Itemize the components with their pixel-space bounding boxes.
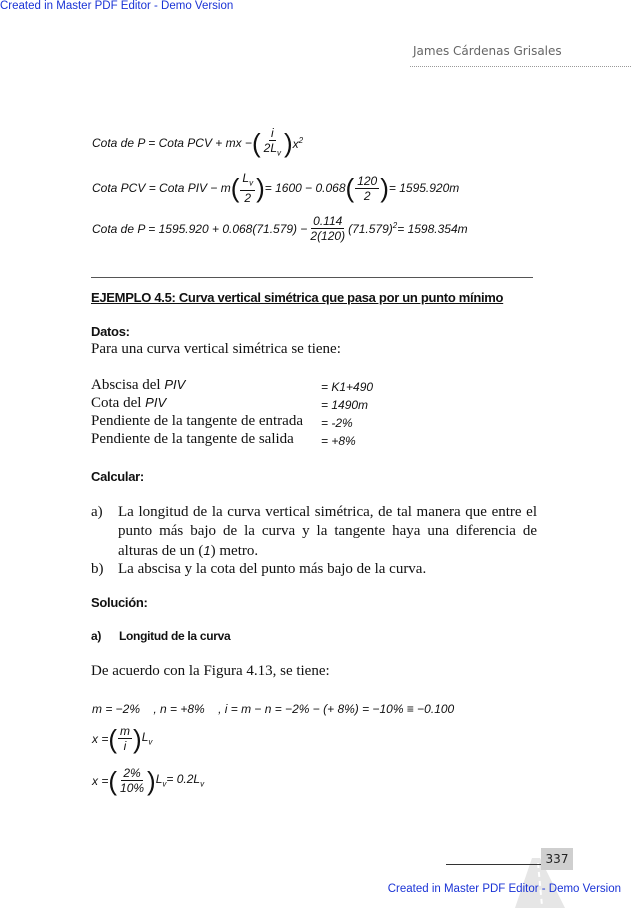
list-item <box>91 560 537 579</box>
eq3-den: 2(120) <box>310 229 346 243</box>
eq6-den: 10% <box>120 781 145 795</box>
solucion-label: Solución: <box>91 595 148 610</box>
paren-left: ( <box>230 173 240 204</box>
eq1-den: $2L_v$ <box>263 141 281 158</box>
acuerdo-text: De acuerdo con la Figura 4.13, se tiene: <box>91 663 330 679</box>
eq1-fraction <box>262 126 283 160</box>
eq2-f2-den: 2 <box>363 188 371 203</box>
list-item-text: La abscisa y la cota del punto más bajo de la curva. <box>118 561 427 577</box>
list-item-label: b) <box>91 561 104 577</box>
page-number: 337 <box>541 848 573 870</box>
data-row-label: Abscisa del PIV <box>91 377 186 393</box>
subsection-a-title: Longitud de la curva <box>119 629 231 643</box>
eq3-lhs: Cota de P = 1595.920 + 0.068(71.579) − <box>92 221 308 236</box>
calcular-label: Calcular: <box>91 469 144 484</box>
eq2-f2-num: 120 <box>357 173 378 188</box>
paren-left: ( <box>108 765 118 796</box>
eq5-num: m <box>120 724 131 738</box>
watermark-top: Created in Master PDF Editor - Demo Version <box>0 0 234 12</box>
data-row-label: Cota del PIV <box>91 395 167 411</box>
eq5-tail: $L_v$ <box>141 730 153 747</box>
eq3-result: = 1598.354m <box>397 221 468 236</box>
eq6-tail: $L_v$ <box>155 772 167 789</box>
eq2-fraction-2 <box>355 174 379 203</box>
page-number-line <box>446 864 541 865</box>
eq3-tail: $(71.579)^2$ <box>348 221 398 236</box>
eq1-lhs: Cota de P = Cota PCV + mx − <box>92 136 252 151</box>
data-row-label: Pendiente de la tangente de salida <box>91 431 294 447</box>
eq6-result: = $0.2L_v$ <box>166 772 205 789</box>
equation-slopes: m = −2% , n = +8% , i = m − n = −2% − (+ 8%) = −10% ≡ −0.100 <box>92 702 455 716</box>
eq2-result: = 1595.920m <box>388 181 460 196</box>
watermark-bottom: Created in Master PDF Editor - Demo Version <box>387 883 621 895</box>
equation-cota-pcv <box>92 171 459 205</box>
paren-right: ) <box>133 723 142 754</box>
paren-left: ( <box>345 173 355 204</box>
data-row-value: = 1490m <box>321 398 369 412</box>
data-row-value: = +8% <box>321 434 356 448</box>
data-row-label: Pendiente de la tangente de entrada <box>91 413 303 429</box>
data-row-value: = -2% <box>321 416 353 430</box>
datos-label: Datos: <box>91 324 130 339</box>
paren-right: ) <box>380 173 389 204</box>
running-header-author: James Cárdenas Grisales <box>413 44 562 58</box>
paren-right: ) <box>256 173 265 204</box>
header-divider <box>410 66 631 67</box>
eq2-lhs: Cota PCV = Cota PIV − m <box>92 181 231 196</box>
equation-cota-p-formula <box>92 126 303 160</box>
eq5-den: i <box>123 739 127 753</box>
eq5-lhs: x = <box>92 731 109 746</box>
equation-x-general <box>92 724 152 753</box>
list-item-label: a) <box>91 504 103 520</box>
paren-right: ) <box>284 128 293 159</box>
eq5-fraction <box>118 724 132 753</box>
eq2-fraction-1 <box>240 171 255 205</box>
data-row-value: = K1+490 <box>321 380 374 394</box>
list-item <box>91 503 537 561</box>
eq6-num: 2% <box>123 766 141 780</box>
paren-right: ) <box>147 765 156 796</box>
eq2-f1-den: 2 <box>244 191 252 206</box>
paren-left: ( <box>251 128 261 159</box>
eq1-num: i <box>270 126 274 140</box>
eq6-fraction <box>118 766 146 795</box>
datos-intro: Para una curva vertical simétrica se tiene: <box>91 341 341 357</box>
equation-cota-p-result <box>92 214 468 243</box>
eq2-f1-num: $L_v$ <box>240 171 255 191</box>
eq3-num: 0.114 <box>313 214 343 228</box>
list-item-text: La longitud de la curva vertical simétrica, de tal manera que entre el punto más bajo de la curva y la tangente haya una diferencia de alturas de un (1) metro. <box>118 504 537 559</box>
eq1-tail: $x^2$ <box>292 135 304 151</box>
equation-x-specific <box>92 766 204 795</box>
example-heading: EJEMPLO 4.5: Curva vertical simétrica que pasa por un punto mínimo <box>91 290 504 305</box>
paren-left: ( <box>108 723 118 754</box>
eq6-lhs: x = <box>92 773 109 788</box>
section-divider <box>91 277 533 278</box>
subsection-a-label: a) <box>91 629 102 643</box>
eq2-mid: = 1600 − 0.068 <box>264 181 346 196</box>
eq3-fraction <box>308 214 347 243</box>
